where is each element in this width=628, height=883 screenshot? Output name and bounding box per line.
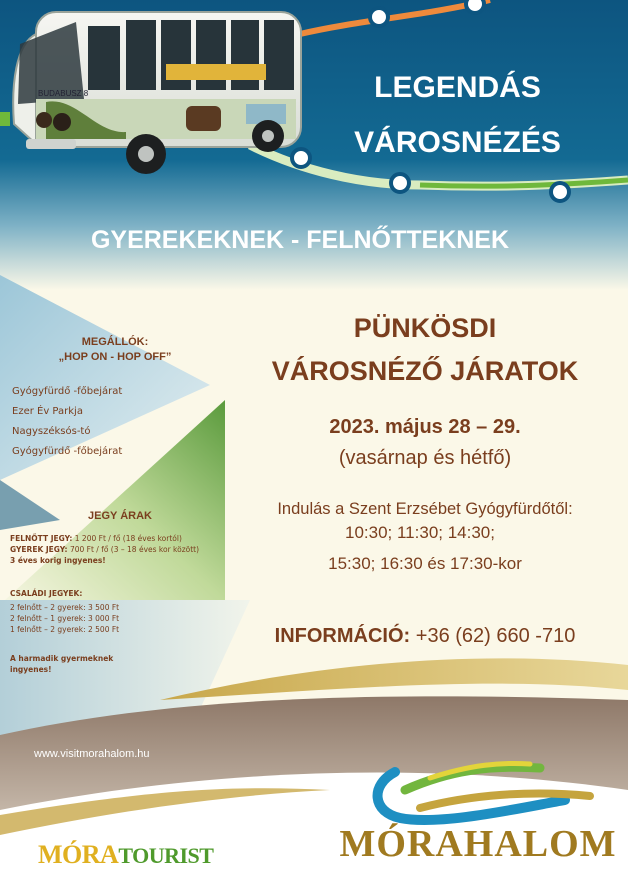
child-ticket-value: 700 Ft / fő (3 – 18 éves kor között) <box>67 545 200 554</box>
adult-ticket <box>10 533 225 544</box>
stops-subtitle: „HOP ON - HOP OFF” <box>58 351 172 363</box>
family-title: CSALÁDI JEGYEK: <box>10 589 83 598</box>
family-ticket: 2 felnőtt – 2 gyerek: 3 500 Ft <box>10 603 120 612</box>
third-child-note <box>10 653 225 675</box>
family-ticket: 1 felnőtt – 2 gyerek: 2 500 Ft <box>10 625 120 634</box>
event-date: 2023. május 28 – 29. <box>329 416 521 438</box>
ticket-prices <box>10 533 225 566</box>
event-days: (vasárnap és hétfő) <box>338 447 512 469</box>
main-heading-line-2: VÁROSNÉZŐ JÁRATOK <box>271 356 579 386</box>
free-under-3: 3 éves korig ingyenes! <box>10 556 106 565</box>
child-ticket <box>10 544 225 555</box>
tour-bus-image <box>6 4 306 188</box>
logo-mora-text: MÓRA <box>38 840 119 869</box>
audience-banner: GYEREKEKNEK - FELNŐTTEKNEK <box>90 226 510 254</box>
info-label: INFORMÁCIÓ: <box>274 625 411 647</box>
stops-list <box>12 382 182 462</box>
website-link[interactable]: www.visitmorahalom.hu <box>34 748 150 760</box>
title-line-1: LEGENDÁS <box>374 71 541 104</box>
city-logo-text: MÓRAHALOM <box>339 823 617 865</box>
departure-times-line-2: 15:30; 16:30 és 17:30-kor <box>328 554 522 573</box>
third-child-line-1: A harmadik gyermeknek <box>10 654 114 663</box>
title-line-2: VÁROSNÉZÉS <box>354 126 561 159</box>
main-heading-line-1: PÜNKÖSDI <box>353 313 497 343</box>
info-phone[interactable]: +36 (62) 660 -710 <box>415 625 576 647</box>
info-line <box>225 623 625 649</box>
stops-title: MEGÁLLÓK: <box>81 336 149 348</box>
adult-ticket-label: FELNŐTT JEGY: <box>10 534 73 543</box>
prices-title: JEGY ÁRAK <box>88 510 152 522</box>
stop-item: Ezer Év Parkja <box>12 406 83 417</box>
departure-times-line-1: 10:30; 11:30; 14:30; <box>345 523 495 542</box>
adult-ticket-value: 1 200 Ft / fő (18 éves kortól) <box>72 534 182 543</box>
family-tickets <box>10 588 225 635</box>
family-ticket: 2 felnőtt – 1 gyerek: 3 000 Ft <box>10 614 120 623</box>
logo-tourist-text: TOURIST <box>118 843 214 868</box>
moratourist-logo <box>38 840 238 871</box>
child-ticket-label: GYEREK JEGY: <box>10 545 68 554</box>
bus-plate: BUDABUSZ 8 <box>38 89 89 98</box>
departure-label: Indulás a Szent Erzsébet Gyógyfürdőtől: <box>277 500 573 518</box>
third-child-line-2: ingyenes! <box>10 665 52 674</box>
stop-item: Nagyszéksós-tó <box>12 426 91 437</box>
stop-item: Gyógyfürdő -főbejárat <box>12 386 123 397</box>
stop-item: Gyógyfürdő -főbejárat <box>12 446 123 457</box>
